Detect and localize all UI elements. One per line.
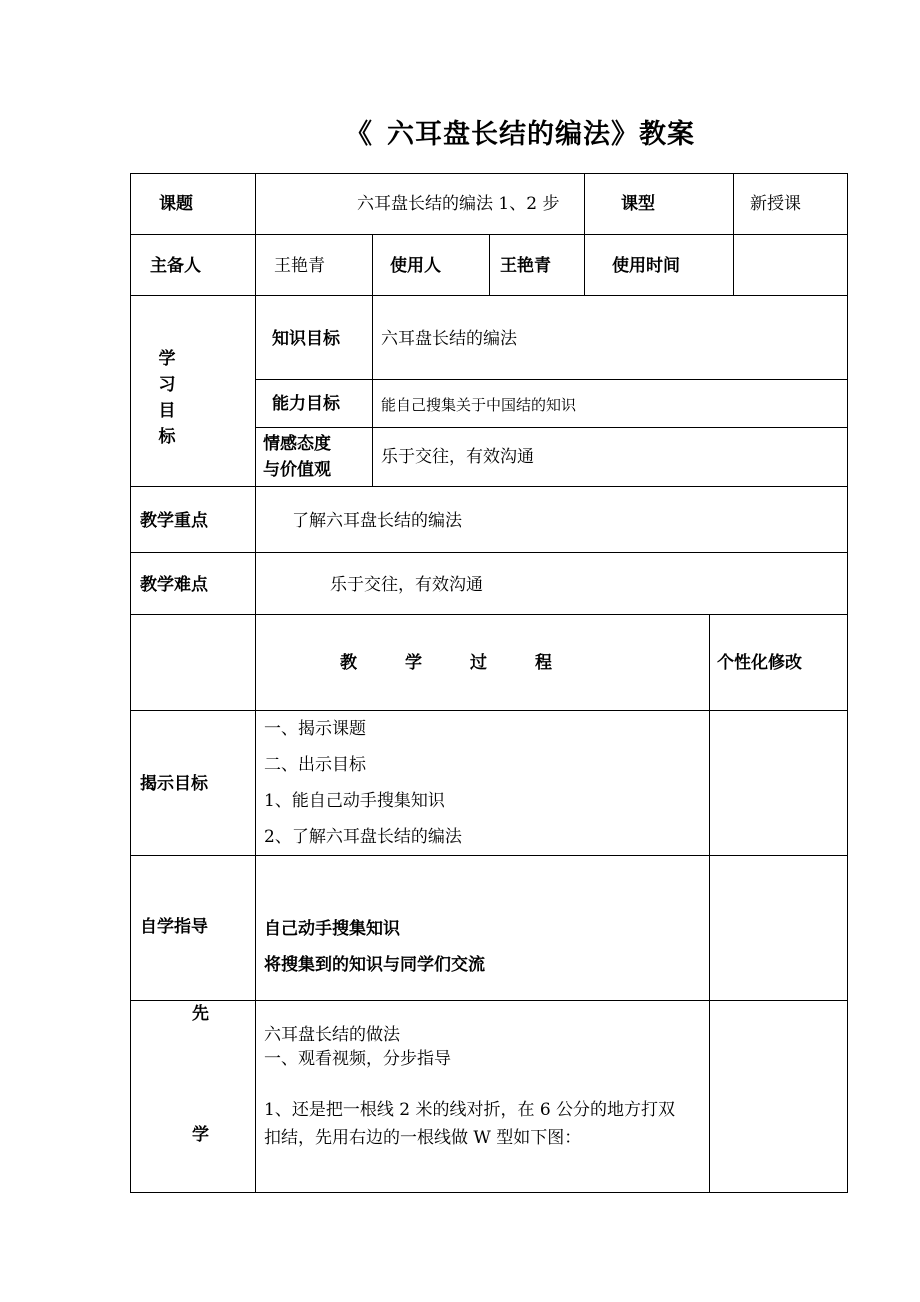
preparer-value: 王艳青: [274, 256, 325, 276]
goals-side-char: 标: [158, 427, 176, 447]
row-divider: [131, 552, 847, 553]
row-divider: [255, 379, 847, 380]
reveal-line: 二、出示目标: [264, 755, 366, 775]
row-divider: [131, 486, 847, 487]
topic-value: 六耳盘长结的编法 1、2 步: [357, 194, 560, 214]
title-text: 六耳盘长结的编法》教案: [387, 119, 695, 150]
selfstudy-line: 将搜集到的知识与同学们交流: [264, 955, 485, 975]
focus-value: 了解六耳盘长结的编法: [292, 511, 462, 531]
selfstudy-label: 自学指导: [140, 917, 208, 937]
process-char: 过: [470, 653, 487, 673]
emotion-label-line2: 与价值观: [263, 460, 331, 480]
prelearn-step-title: 一、观看视频，分步指导: [264, 1049, 451, 1069]
goals-side-label: [157, 346, 177, 450]
process-char: 程: [535, 653, 552, 673]
emotion-value: 乐于交往，有效沟通: [381, 447, 534, 467]
preparer-label: 主备人: [150, 256, 201, 276]
col-divider: [709, 614, 710, 1192]
process-char: 学: [405, 653, 422, 673]
row-divider: [131, 1000, 847, 1001]
type-value: 新授课: [750, 194, 801, 214]
goals-side-char: 习: [158, 375, 176, 395]
reveal-label: 揭示目标: [140, 774, 208, 794]
goals-side-char: 学: [158, 349, 176, 369]
col-divider: [255, 174, 256, 1192]
knowledge-label: 知识目标: [272, 329, 340, 349]
row-divider: [255, 427, 847, 428]
lesson-plan-table: [130, 173, 848, 1193]
goals-side-char: 目: [158, 401, 176, 421]
col-divider: [733, 174, 734, 234]
difficulty-label: 教学难点: [140, 575, 208, 595]
page-title: [0, 112, 920, 151]
user-label: 使用人: [390, 256, 441, 276]
personal-edit-label: 个性化修改: [717, 653, 802, 673]
prelearn-step-line: 1、还是把一根线 2 米的线对折，在 6 公分的地方打双: [264, 1100, 676, 1120]
focus-label: 教学重点: [140, 511, 208, 531]
prelearn-side-char: 先: [192, 1004, 209, 1024]
topic-label: 课题: [159, 194, 193, 214]
prelearn-heading: 六耳盘长结的做法: [264, 1025, 400, 1045]
row-divider: [131, 614, 847, 615]
row-divider: [131, 295, 847, 296]
title-open-mark: 《: [345, 119, 373, 150]
col-divider: [489, 234, 490, 295]
process-char: 教: [340, 653, 357, 673]
row-divider: [131, 710, 847, 711]
type-label: 课型: [621, 194, 655, 214]
col-divider: [584, 174, 585, 295]
col-divider: [372, 295, 373, 486]
selfstudy-line: 自己动手搜集知识: [264, 919, 400, 939]
time-label: 使用时间: [612, 256, 680, 276]
ability-label: 能力目标: [272, 394, 340, 414]
prelearn-side-char: 学: [192, 1125, 209, 1145]
difficulty-value: 乐于交往，有效沟通: [330, 575, 483, 595]
emotion-label-line1: 情感态度: [263, 434, 331, 454]
reveal-line: 1、能自己动手搜集知识: [264, 791, 445, 811]
ability-value: 能自己搜集关于中国结的知识: [381, 396, 577, 414]
reveal-line: 2、了解六耳盘长结的编法: [264, 827, 462, 847]
col-divider: [372, 234, 373, 295]
row-divider: [131, 855, 847, 856]
reveal-line: 一、揭示课题: [264, 719, 366, 739]
user-value: 王艳青: [500, 256, 551, 276]
prelearn-step-line: 扣结，先用右边的一根线做 W 型如下图：: [264, 1128, 582, 1148]
knowledge-value: 六耳盘长结的编法: [381, 329, 517, 349]
col-divider: [733, 234, 734, 295]
